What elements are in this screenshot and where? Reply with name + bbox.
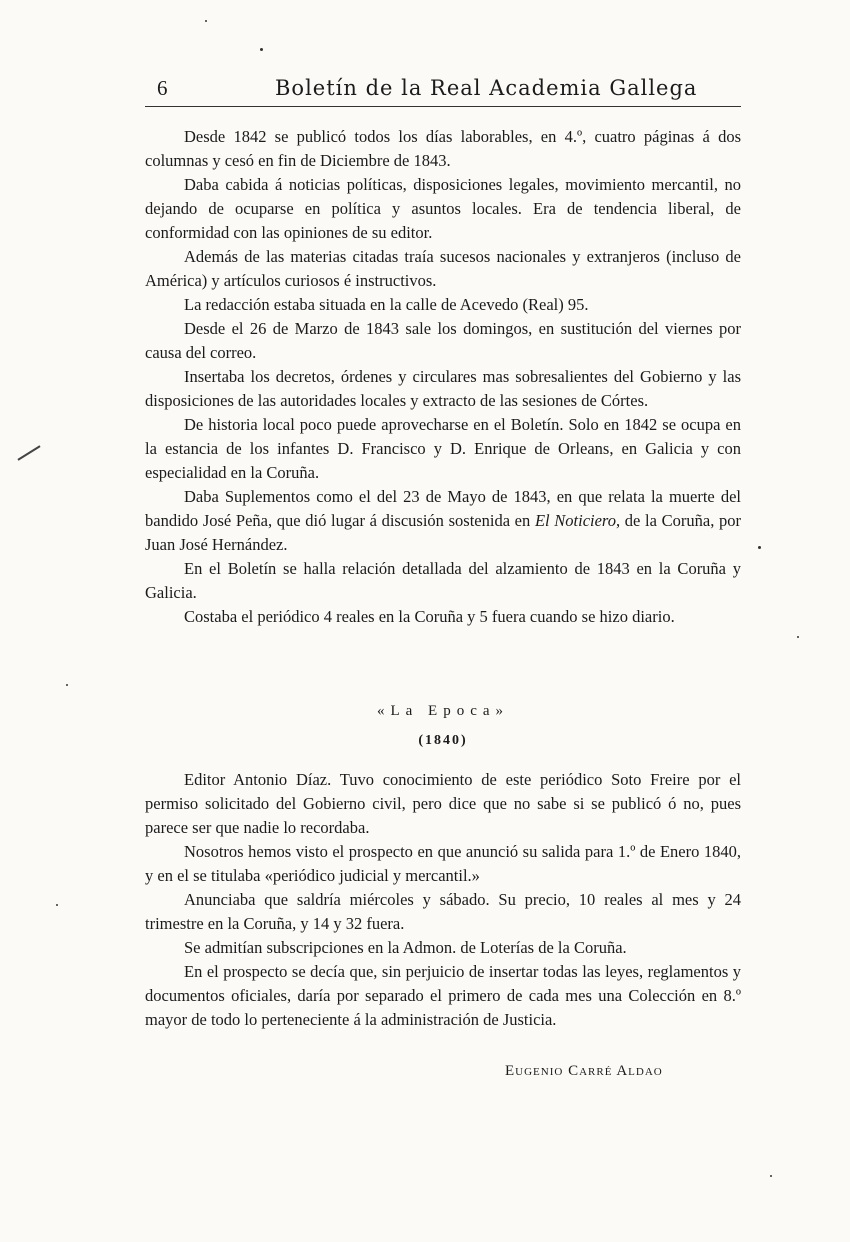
paragraph: Costaba el periódico 4 reales en la Coruña y 5 fuera cuando se hizo diario. <box>184 607 675 626</box>
suplementos-text-after: , de la Coruña, por Juan José Hernández. <box>145 511 741 554</box>
paragraph: Editor Antonio Díaz. Tuvo conocimiento de este periódico Soto Freire por el permiso solicitado del Gobierno civil, pero dice que no sabe si se publicó ó no, pues parece ser que nadie lo recordaba. <box>145 770 741 837</box>
author-signature: Eugenio Carré Aldao <box>505 1063 663 1079</box>
paragraph: De historia local poco puede aprovecharse en el Boletín. Solo en 1842 se ocupa en la estancia de los infantes D. Francisco y D. Enrique de Orleans, en Galicia y con especialidad en la Coruña. <box>145 415 741 482</box>
paragraph: En el prospecto se decía que, sin perjuicio de insertar todas las leyes, reglamentos y documentos oficiales, daría por separado el primero de cada mes una Colección en 8.º mayor de todo lo perteneciente á la administración de Justicia. <box>145 962 741 1029</box>
section-boletin-text <box>145 125 741 629</box>
scan-speck <box>56 904 58 906</box>
scan-speck <box>758 546 761 549</box>
paragraph: La redacción estaba situada en la calle de Acevedo (Real) 95. <box>184 295 589 314</box>
noticiero-title: El Noticiero <box>534 511 616 530</box>
paragraph: Se admitían subscripciones en la Admon. de Loterías de la Coruña. <box>184 938 627 957</box>
paragraph: Desde 1842 se publicó todos los días laborables, en 4.º, cuatro páginas á dos columnas y cesó en fin de Diciembre de 1843. <box>145 127 741 170</box>
suplementos-text-before: Daba Suplementos como el del 23 de Mayo de 1843, en que relata la muerte del bandido José Peña, que dió lugar á discusión sostenida en <box>145 487 741 530</box>
section-year: (1840) <box>418 733 468 748</box>
paragraph: Desde el 26 de Marzo de 1843 sale los domingos, en sustitución del viernes por causa del correo. <box>145 319 741 362</box>
paragraph: Daba cabida á noticias políticas, disposiciones legales, movimiento mercantil, no dejando de ocuparse en política y asuntos locales. Era de tendencia liberal, de conformidad con las opiniones de su editor. <box>145 175 741 242</box>
page-number: 6 <box>157 76 168 100</box>
scan-speck <box>797 636 799 638</box>
paragraph: Anunciaba que saldría miércoles y sábado. Su precio, 10 reales al mes y 24 trimestre en la Coruña, y 14 y 32 fuera. <box>145 890 741 933</box>
paragraph: Nosotros hemos visto el prospecto en que anunció su salida para 1.º de Enero 1840, y en el se titulaba «periódico judicial y mercantil.» <box>145 842 741 885</box>
scan-speck <box>260 48 263 51</box>
section-la-epoca-text <box>145 768 741 1032</box>
scan-speck <box>205 20 207 22</box>
section-title-la-epoca: «La Epoca» <box>376 703 510 719</box>
scan-speck <box>66 684 68 686</box>
paragraph: En el Boletín se halla relación detallada del alzamiento de 1843 en la Coruña y Galicia. <box>145 559 741 602</box>
paragraph: Insertaba los decretos, órdenes y circulares mas sobresalientes del Gobierno y las disposiciones de las autoridades locales y extracto de las sesiones de Córtes. <box>145 367 741 410</box>
page-header <box>145 76 741 107</box>
scan-speck <box>770 1175 772 1177</box>
running-title: Boletín de la Real Academia Gallega <box>275 76 698 100</box>
paragraph: Además de las materias citadas traía sucesos nacionales y extranjeros (incluso de América) y artículos curiosos é instructivos. <box>145 247 741 290</box>
margin-pen-mark <box>17 445 40 460</box>
paragraph-suplementos <box>145 485 741 557</box>
